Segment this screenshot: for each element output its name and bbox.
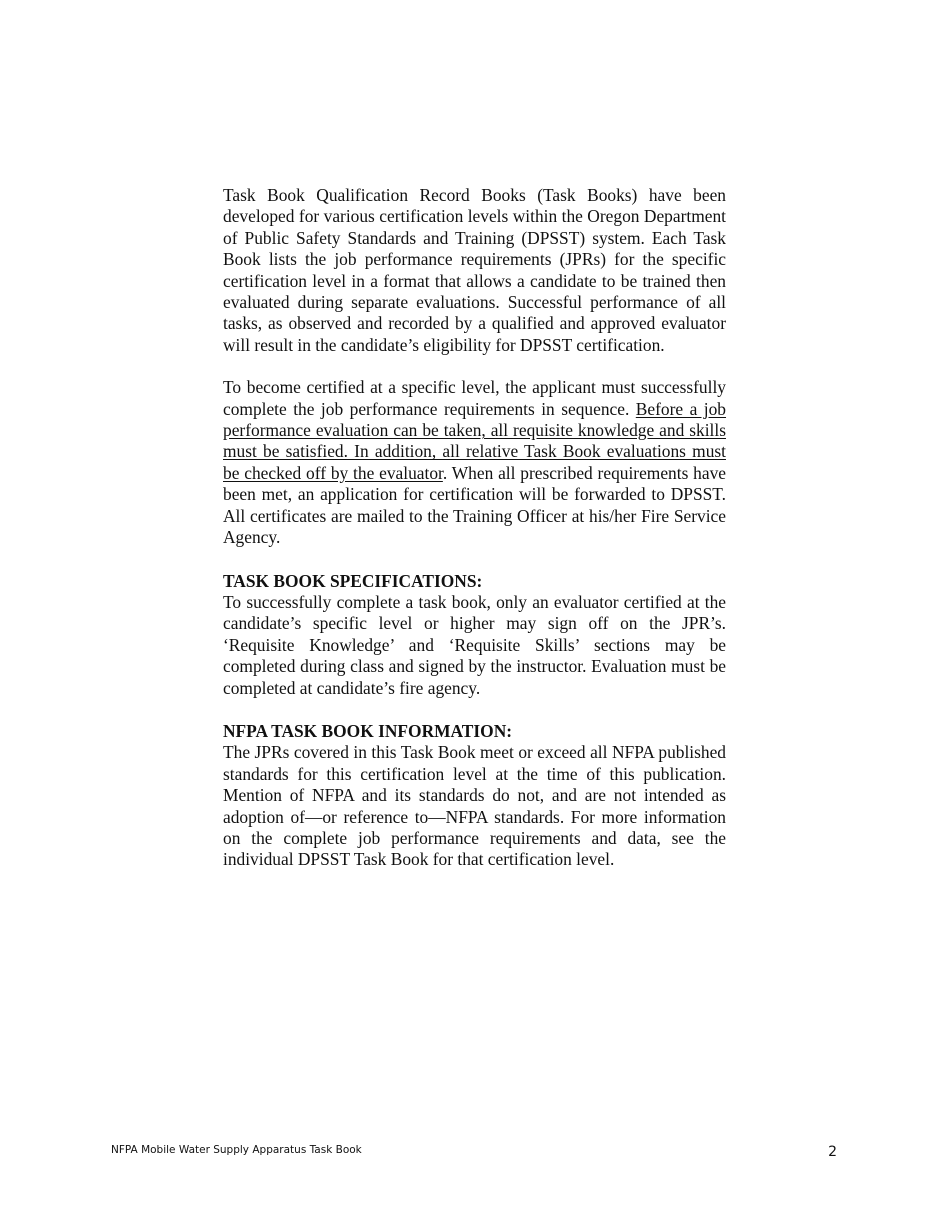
intro-paragraph: Task Book Qualification Record Books (Task Books) have been developed for various certification levels within the Oregon Department of Public Safety Standards and Training (DPSST) system. Each Task Book lists the job performance requirements (JPRs) for the specific certification level in a format that allows a candidate to be trained then evaluated during separate evaluations. Successful performance of all tasks, as observed and recorded by a qualified and approved evaluator will result in the candidate’s eligibility for DPSST certification. — [223, 185, 726, 355]
specifications-body: To successfully complete a task book, only an evaluator certified at the candidate’s specific level or higher may sign off on the JPR’s. ‘Requisite Knowledge’ and ‘Requisite Skills’ sections may be completed during class and signed by the instructor. Evaluation must be completed at candidate’s fire agency. — [223, 591, 726, 698]
certification-paragraph — [223, 377, 726, 548]
nfpa-info-body: The JPRs covered in this Task Book meet or exceed all NFPA published standards for this certification level at the time of this publication. Mention of NFPA and its standards do not, and are not intended as adoption of—or reference to—NFPA standards. For more information on the complete job performance requirements and data, see the individual DPSST Task Book for that certification level. — [223, 742, 726, 870]
certification-text-end: . When all prescribed requirements have been met, an application for certification will be forwarded to DPSST. All certificates are mailed to the Training Officer at his/her Fire Service Agency. — [223, 462, 727, 548]
page-content — [223, 185, 726, 871]
certification-text-start: To become certified at a specific level, the applicant must successfully complete the job performance requirements in sequence. — [223, 377, 726, 419]
page-number: 2 — [828, 1144, 837, 1160]
nfpa-info-heading: NFPA TASK BOOK INFORMATION: — [223, 720, 513, 741]
specifications-heading: TASK BOOK SPECIFICATIONS: — [223, 570, 483, 591]
certification-underlined-text: Before a job performance evaluation can be taken, all requisite knowledge and skills must be satisfied. In addition, all relative Task Book evaluations must be checked off by the evaluator — [223, 398, 727, 483]
footer-title: NFPA Mobile Water Supply Apparatus Task Book — [111, 1144, 362, 1156]
